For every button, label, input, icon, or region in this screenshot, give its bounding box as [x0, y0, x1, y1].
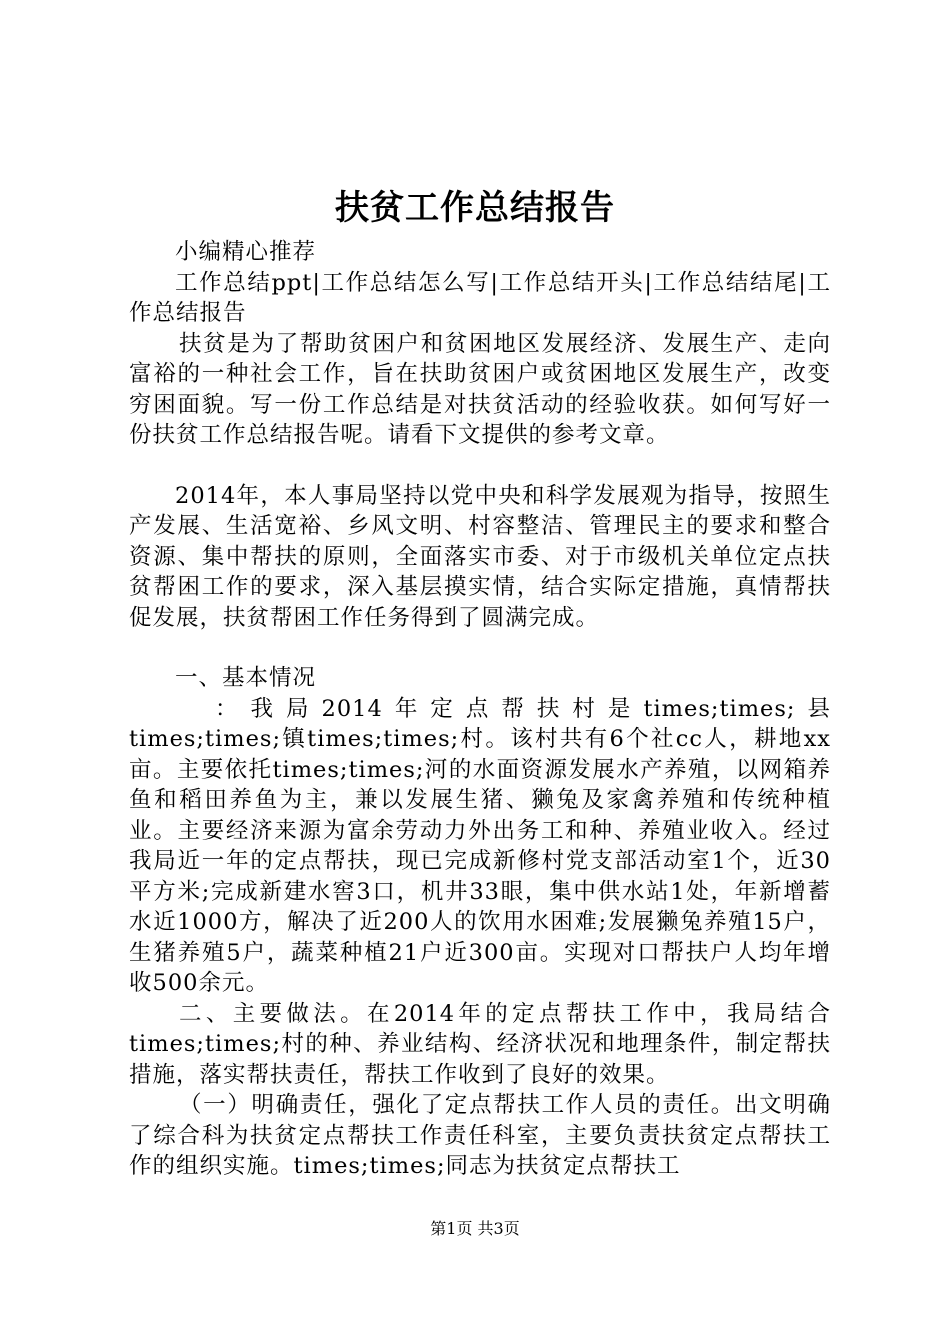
related-links-line[interactable]: 工作总结ppt|工作总结怎么写|工作总结开头|工作总结结尾|工作总结报告 — [129, 269, 831, 326]
recommend-label: 小编精心推荐 — [175, 239, 317, 265]
section-2-paragraph: 二、主要做法。在2014年的定点帮扶工作中，我局结合times;times;村的种、养业结构、经济状况和地理条件，制定帮扶措施，落实帮扶责任，帮扶工作收到了良好的效果。 — [129, 1000, 831, 1088]
paragraph-gap — [129, 633, 831, 663]
paragraph-2014: 2014年，本人事局坚持以党中央和科学发展观为指导，按照生产发展、生活宽裕、乡风文明、村容整洁、管理民主的要求和整合资源、集中帮扶的原则，全面落实市委、对于市级机关单位定点扶贫帮困工作的要求，深入基层摸实情，结合实际定措施，真情帮扶促发展，扶贫帮困工作任务得到了圆满完成。 — [129, 482, 831, 631]
paragraph-gap — [129, 451, 831, 481]
section-1-lead: ：我局2014年定点帮扶村是times;times;县 — [215, 695, 831, 722]
section-2-subsection-1: （一）明确责任，强化了定点帮扶工作人员的责任。出文明确了综合科为扶贫定点帮扶工作责任科室，主要负责扶贫定点帮扶工作的组织实施。times;times;同志为扶贫定点帮扶工 — [129, 1092, 831, 1179]
section-1-body: times;times;镇times;times;村。该村共有6个社cc人，耕地xx亩。主要依托times;times;河的水面资源发展水产养殖，以网箱养鱼和稻田养鱼为主，兼以发展生猪、獭兔及家禽养殖和传统种植业。主要经济来源为富余劳动力外出务工和种、养殖业收入。经过我局近一年的定点帮扶，现已完成新修村党支部活动室1个，近30平方米;完成新建水窖3口，机井33眼，集中供水站1处，年新增蓄水近1000方，解决了近200人的饮用水困难;发展獭兔养殖15户，生猪养殖5户，蔬菜种植21户近300亩。实现对口帮扶户人均年增收500余元。 — [129, 726, 831, 996]
document-title: 扶贫工作总结报告 — [335, 188, 615, 228]
section-1-heading: 一、基本情况 — [175, 665, 317, 691]
intro-paragraph: 扶贫是为了帮助贫困户和贫困地区发展经济、发展生产、走向富裕的一种社会工作，旨在扶助贫困户或贫困地区发展生产，改变穷困面貌。写一份工作总结是对扶贫活动的经验收获。如何写好一份扶贫工作总结报告呢。请看下文提供的参考文章。 — [129, 330, 831, 448]
document-body — [129, 237, 831, 1182]
page-indicator: 第1页 共3页 — [430, 1219, 520, 1238]
